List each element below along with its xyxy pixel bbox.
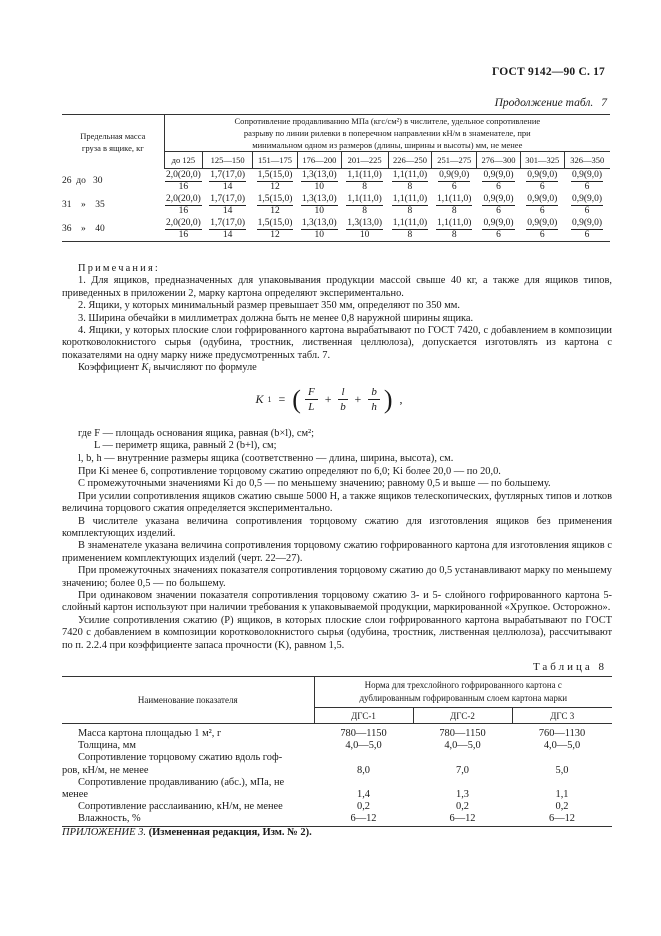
numerator: 0,9(9,0) xyxy=(572,170,603,180)
numerator: 1,3(13,0) xyxy=(301,170,337,180)
indicator-value: 1,3 xyxy=(456,789,469,801)
denominator: 6 xyxy=(496,229,501,240)
fraction-cell xyxy=(388,217,432,242)
table-continuation-label: Продолжение табл. 7 xyxy=(494,97,607,109)
fraction-cell xyxy=(388,169,432,194)
indicator-value: 4,0—5,0 xyxy=(543,740,581,752)
right-paren: ) xyxy=(383,384,393,414)
paragraph: При Ki менее 6, сопротивление торцовому сжатию определяют по 6,0; Ki более 20,0 — по 20,0. xyxy=(78,466,501,477)
paragraph: В знаменателе указана величина сопротивления торцовому сжатию гофрированного картона для изготовления ящиков с применением комплектующих изделий (черт. 22—27). xyxy=(62,540,612,564)
fraction-cell xyxy=(432,193,477,217)
indicator-name: Масса картона площадью 1 м², г xyxy=(78,728,222,739)
denominator: 12 xyxy=(270,181,280,192)
indicator-value: 1,1 xyxy=(555,789,569,801)
denominator: 6 xyxy=(584,181,590,192)
denominator: 6 xyxy=(451,181,457,192)
numerator: 1,1(11,0) xyxy=(392,170,428,180)
denominator: 8 xyxy=(362,205,367,216)
body-paragraphs xyxy=(62,466,612,652)
fraction-cell xyxy=(477,193,521,217)
fraction-cell xyxy=(388,193,432,217)
coefficient-intro: Коэффициент $K_i$ вычисляют по формуле xyxy=(78,362,257,376)
note-item: 1. Для ящиков, предназначенных для упаковывания продукции массой свыше 40 кг, а также для ящиков типов, приведенных в приложении 2, марку картона определяют экспериментально. xyxy=(62,275,612,299)
table8-row xyxy=(62,813,612,826)
table7-main-header: Сопротивление продавливанию МПа (кгс/см²) в числителе, удельное сопротивление разрыву по линии рилевки в поперечном направлении кН/м в знаменателе, при минимальном одном из размеров (длины, ширины и высоты) мм, не менее xyxy=(234,116,541,150)
table-7 xyxy=(62,114,610,242)
numerator: 0,9(9,0) xyxy=(527,194,558,204)
denominator: 10 xyxy=(359,229,370,240)
fraction-cell xyxy=(341,193,388,217)
indicator-value: 6—12 xyxy=(413,813,512,826)
indicator-value: 6—12 xyxy=(314,813,413,826)
range-header: 326—350 xyxy=(564,152,610,169)
numerator: 0,9(9,0) xyxy=(572,218,603,228)
fraction-cell xyxy=(432,217,477,242)
denominator: 10 xyxy=(314,181,325,192)
table7-left-header: Предельная масса груза в ящике, кг xyxy=(62,115,164,169)
fraction-cell xyxy=(164,193,203,217)
fraction-cell xyxy=(564,169,610,194)
fraction-cell xyxy=(477,217,521,242)
indicator-name: Сопротивление расслаиванию, кН/м, не менее xyxy=(78,801,283,813)
numerator: 0,9(9,0) xyxy=(483,194,514,204)
indicator-value: 0,2 xyxy=(456,801,469,813)
fraction-cell xyxy=(253,169,298,194)
fraction-cell xyxy=(341,169,388,194)
fraction-l-b: $\frac{l}{b}$ xyxy=(340,386,346,413)
numerator: 1,5(15,0) xyxy=(257,218,293,228)
denominator: 6 xyxy=(539,205,545,216)
denominator: 8 xyxy=(407,229,413,240)
grade-header: ДГС 3 xyxy=(512,708,612,724)
fraction-cell xyxy=(203,217,253,242)
fraction-b-h: $\frac{b}{h}$ xyxy=(368,385,380,414)
range-header: 176—200 xyxy=(297,152,341,169)
numerator: 1,3(13,0) xyxy=(301,218,337,228)
denominator: 8 xyxy=(407,181,413,192)
range-header: 276—300 xyxy=(477,152,521,169)
table8-body xyxy=(62,724,612,827)
indicator-value: 4,0—5,0 xyxy=(345,740,382,752)
table8-row xyxy=(62,801,612,813)
fraction-cell xyxy=(520,193,564,217)
indicator-value: 0,2 xyxy=(555,801,569,813)
numerator: 1,1(11,0) xyxy=(347,194,382,204)
range-header: 301—325 xyxy=(520,152,564,169)
fraction-cell xyxy=(297,217,341,242)
numerator: 1,1(11,0) xyxy=(436,218,472,228)
fraction-cell xyxy=(297,193,341,217)
denominator: 10 xyxy=(314,229,325,240)
definitions xyxy=(62,428,612,465)
indicator-value: 8,0 xyxy=(357,764,370,776)
definition-line: где F — площадь основания ящика, равная (b×l), см²; xyxy=(78,428,315,439)
denominator: 6 xyxy=(539,181,545,192)
numerator: 1,1(11,0) xyxy=(436,194,472,204)
indicator-value: 6—12 xyxy=(512,813,612,826)
formula-ki: K 1 = ( F L + $\frac{l}{b}$ + $\frac{b}{h}$ ) , xyxy=(255,384,403,414)
range-header: 201—225 xyxy=(341,152,388,169)
range-header: 226—250 xyxy=(388,152,432,169)
paragraph: При промежуточных значениях показателя сопротивления торцовому сжатию до 0,5 устанавливают марку по меньшему значению; более 0,5 — по большему. xyxy=(62,565,612,589)
numerator: 1,7(17,0) xyxy=(210,194,246,204)
fraction-cell xyxy=(520,169,564,194)
indicator-name: Толщина, мм xyxy=(78,740,136,752)
definition-line: L — периметр ящика, равный 2 (b+l), см; xyxy=(94,440,277,452)
denominator: 16 xyxy=(178,205,189,216)
numerator: 1,1(11,0) xyxy=(347,170,382,180)
fraction-cell xyxy=(341,217,388,242)
denominator: 16 xyxy=(178,181,189,192)
numerator: 0,9(9,0) xyxy=(483,170,514,180)
denominator: 8 xyxy=(362,181,367,192)
notes-title: Примечания: xyxy=(78,263,161,274)
numerator: 1,3(13,0) xyxy=(301,194,337,204)
fraction-f-l: F L xyxy=(305,385,318,414)
fraction-cell xyxy=(432,169,477,194)
denominator: 8 xyxy=(451,229,457,240)
denominator: 12 xyxy=(270,205,280,216)
denominator: 6 xyxy=(539,229,545,240)
paragraph: С промежуточными значениями Ki до 0,5 — по меньшему значению; равному 0,5 и выше — по большему. xyxy=(78,478,551,490)
indicator-value: 780—1150 xyxy=(439,728,486,739)
fraction-cell xyxy=(564,217,610,242)
numerator: 1,7(17,0) xyxy=(210,170,246,180)
page-header: ГОСТ 9142—90 С. 17 xyxy=(492,66,605,78)
appendix-note: ПРИЛОЖЕНИЕ 3. (Измененная редакция, Изм. № 2). xyxy=(62,827,312,838)
indicator-value: 5,0 xyxy=(555,764,569,776)
numerator: 2,0(20,0) xyxy=(165,194,201,204)
numerator: 1,7(17,0) xyxy=(210,218,246,228)
numerator: 0,9(9,0) xyxy=(527,170,558,180)
denominator: 6 xyxy=(584,229,590,240)
notes xyxy=(62,263,612,378)
numerator: 1,5(15,0) xyxy=(257,194,293,204)
note-item: 2. Ящики, у которых минимальный размер превышает 350 мм, определяют по 350 мм. xyxy=(78,300,460,312)
table8-main-header: Норма для трехслойного гофрированного картона с дублированным гофрированным слоем картона марки xyxy=(314,677,612,708)
fraction-cell xyxy=(253,193,298,217)
fraction-cell xyxy=(564,193,610,217)
numerator: 0,9(9,0) xyxy=(439,170,470,180)
denominator: 8 xyxy=(451,205,457,216)
numerator: 0,9(9,0) xyxy=(527,218,558,228)
numerator: 1,5(15,0) xyxy=(257,170,293,180)
paragraph: В числителе указана величина сопротивления торцовому сжатию для изготовления ящиков без применения комплектующих изделий. xyxy=(62,515,612,540)
range-header: 125—150 xyxy=(203,152,253,169)
denominator: 10 xyxy=(314,205,325,216)
denominator: 16 xyxy=(178,229,189,240)
indicator-value: 760—1130 xyxy=(538,728,586,739)
table8-row xyxy=(62,777,612,801)
numerator: 0,9(9,0) xyxy=(572,194,603,204)
left-paren: ( xyxy=(292,384,301,414)
mass-range-label: 31 » 35 xyxy=(62,200,105,210)
table7-row xyxy=(62,169,610,194)
mass-range-label: 36 » 40 xyxy=(62,217,164,242)
indicator-value: 780—1150 xyxy=(340,728,387,739)
fraction-cell xyxy=(203,193,253,217)
indicator-value: 1,4 xyxy=(357,789,370,801)
denominator: 6 xyxy=(496,205,501,216)
indicator-name: Сопротивление продавливанию (абс.), мПа, не менее xyxy=(62,776,285,801)
denominator: 14 xyxy=(222,181,233,192)
denominator: 12 xyxy=(270,229,280,240)
table7-row xyxy=(62,217,610,242)
table8-name-header: Наименование показателя xyxy=(62,677,314,724)
definition-line: l, b, h — внутренние размеры ящика (соответственно — длина, ширина, высота), см. xyxy=(78,452,454,464)
table8-caption: Таблица 8 xyxy=(532,661,607,673)
indicator-value: 0,2 xyxy=(357,801,370,813)
grade-header: ДГС-1 xyxy=(314,708,413,724)
range-header: 251—275 xyxy=(432,152,477,169)
fraction-cell xyxy=(164,217,203,242)
denominator: 6 xyxy=(584,205,590,216)
note-item: 3. Ширина обечайки в миллиметрах должна быть не менее 0,8 наружной ширины ящика. xyxy=(78,312,474,324)
indicator-value: 4,0—5,0 xyxy=(444,740,481,752)
table8-row xyxy=(62,740,612,752)
fraction-cell xyxy=(203,169,253,194)
numerator: 1,1(11,0) xyxy=(392,218,428,228)
indicator-name: Влажность, % xyxy=(62,813,314,826)
numerator: 1,1(11,0) xyxy=(392,194,428,204)
table7-body xyxy=(62,169,610,242)
paragraph: Усилие сопротивления сжатию (Р) ящиков, в которых плоские слои гофрированного картона вырабатывают по ГОСТ 7420 с добавлением в композиции коротковолокнистого сырья (одубина, тростник, лиственная целлюлоза), рассчитывают по п. 2.2.4 при коэффициенте запаса прочности (K), равном 1,5. xyxy=(62,614,612,651)
numerator: 0,9(9,0) xyxy=(483,218,514,228)
fraction-cell xyxy=(164,169,203,194)
paragraph: При одинаковом значении показателя сопротивления торцовому сжатию 3- и 5- слойного гофрированного картона 5-слойный картон используют при наличии требования к упаковываемой продукции, маркированной «Хрупкое. Осторожно». xyxy=(62,590,612,614)
numerator: 1,3(13,0) xyxy=(347,218,383,228)
fraction-cell xyxy=(253,217,298,242)
table8-row xyxy=(62,752,612,776)
range-header: 151—175 xyxy=(253,152,298,169)
denominator: 6 xyxy=(496,181,501,192)
fraction-cell xyxy=(477,169,521,194)
mass-range-label: 26 до 30 xyxy=(62,175,103,186)
table8-row xyxy=(62,724,612,741)
note-item: 4. Ящики, у которых плоские слои гофрированного картона вырабатывают по ГОСТ 7420, с добавлением в композиции коротковолокнистого сырья (одубина, тростник, лиственная целлюлоза), допускается изготовлять из картона с показателями на одну марку ниже предусмотренных табл. 7. xyxy=(62,325,612,361)
paragraph: При усилии сопротивления ящиков сжатию свыше 5000 Н, а также ящиков телескопических, футлярных типов и лотков величина торцового сжатия определяется экспериментально. xyxy=(62,490,612,515)
indicator-name: Сопротивление торцовому сжатию вдоль гоф- ров, кН/м, не менее xyxy=(62,752,283,776)
denominator: 14 xyxy=(222,205,233,216)
grade-header: ДГС-2 xyxy=(413,708,512,724)
numerator: 2,0(20,0) xyxy=(165,218,201,228)
fraction-cell xyxy=(520,217,564,242)
indicator-value: 7,0 xyxy=(456,764,469,776)
fraction-cell xyxy=(297,169,341,194)
denominator: 14 xyxy=(222,229,233,240)
numerator: 2,0(20,0) xyxy=(165,170,201,180)
range-header: до 125 xyxy=(164,152,203,169)
denominator: 8 xyxy=(407,205,413,216)
table7-row xyxy=(62,193,610,217)
table-8 xyxy=(62,676,612,827)
